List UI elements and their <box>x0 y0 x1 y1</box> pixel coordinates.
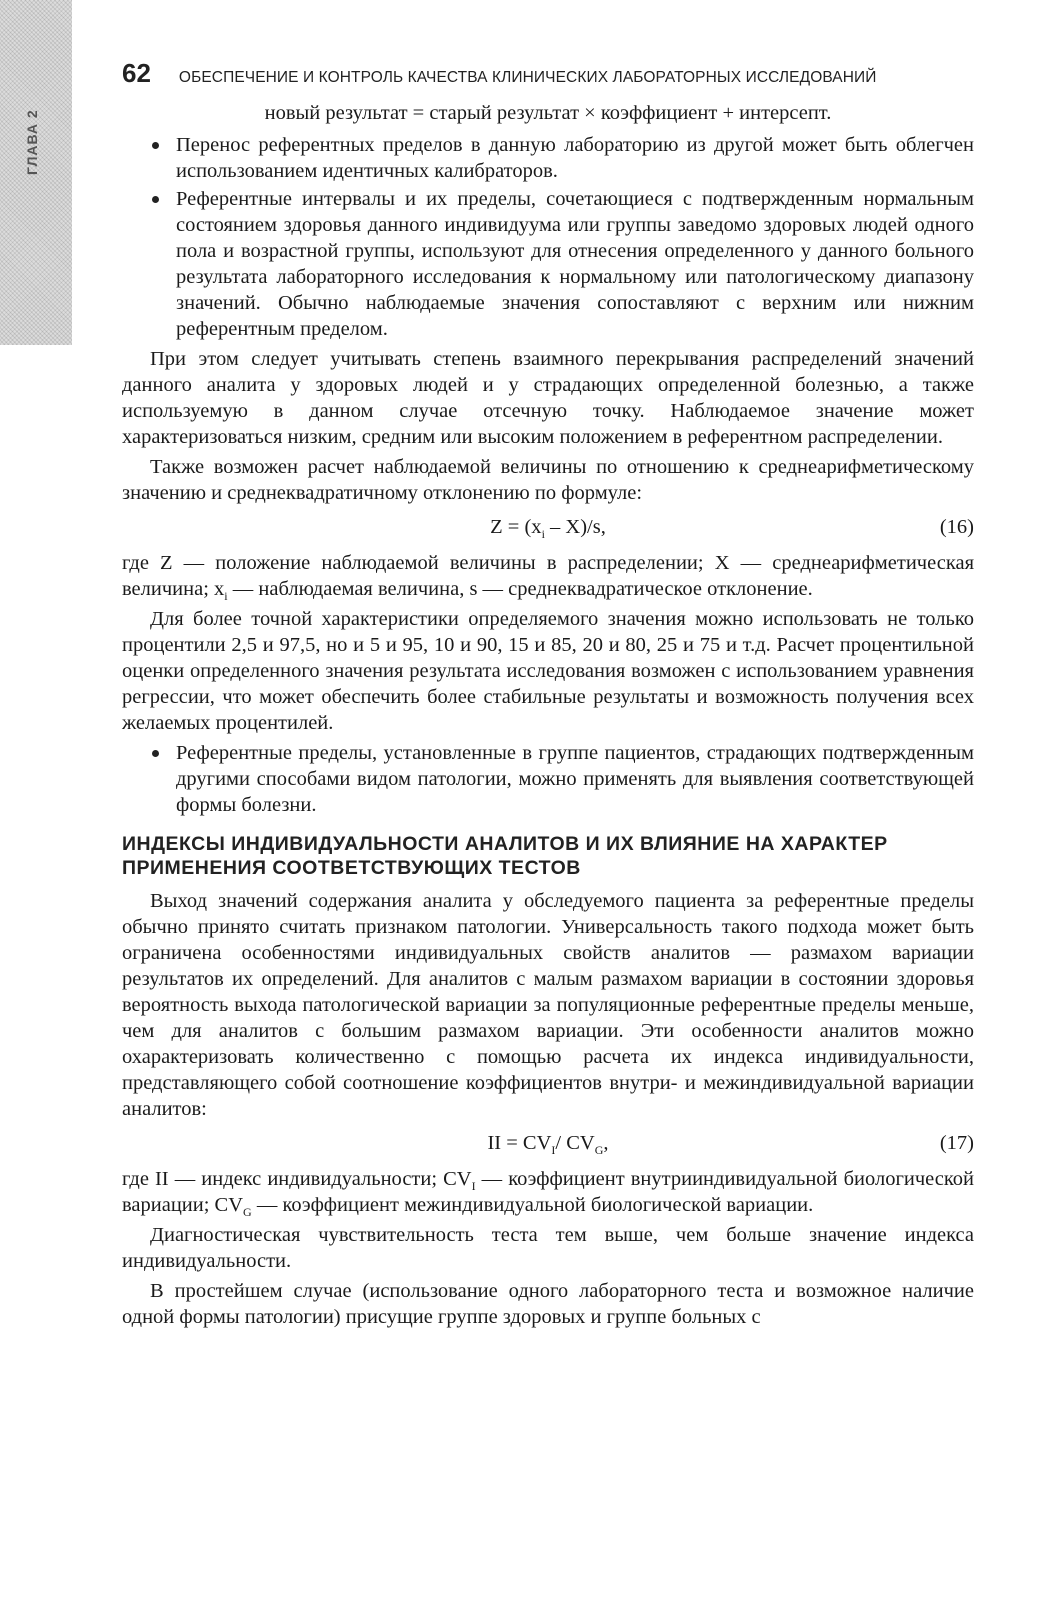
formula-16 <box>122 510 974 544</box>
formula-17 <box>122 1126 974 1160</box>
formula-expression: $Z = (x_i - X)/s$, <box>490 516 606 542</box>
formula-line: новый результат = старый результат × коэффициент + интерсепт. <box>264 102 832 124</box>
running-header <box>122 58 977 89</box>
paragraph: Также возможен расчет наблюдаемой величины по отношению к среднеарифметическому значению и среднеквадратичному отклонению по формуле: <box>122 456 974 504</box>
formula-legend: где II — индекс индивидуальности; $CV_I$ — коэффициент внутрииндивидуальной биологической вариации; $CV_G$ — коэффициент межиндивидуальной биологической вариации. <box>122 1168 974 1220</box>
list-item: Референтные интервалы и их пределы, сочетающиеся с подтвержденным нормальным состоянием здоровья данного индивидуума или группы заведомо здоровых людей одного пола и возрастной группы, используют для отнесения определенного у данного больного результата лабораторного исследования к нормальному или патологическому диапазону значений. Обычно наблюдаемые значения сопоставляют с верхним или нижним референтным пределом. <box>122 186 974 342</box>
chapter-tab-label: ГЛАВА 2 <box>24 109 40 175</box>
section-heading: ИНДЕКСЫ ИНДИВИДУАЛЬНОСТИ АНАЛИТОВ И ИХ ВЛИЯНИЕ НА ХАРАКТЕР ПРИМЕНЕНИЯ СООТВЕТСТВУЮЩИХ ТЕСТОВ <box>122 833 888 879</box>
paragraph: Для более точной характеристики определяемого значения можно использовать не только процентили 2,5 и 97,5, но и 5 и 95, 10 и 90, 15 и 85, 20 и 80, 25 и 75 и т.д. Расчет процентильной оценки определенного значения результата исследования возможен с использованием уравнения регрессии, что может обеспечить более стабильные результаты и возможность получения всех желаемых процентилей. <box>122 608 974 734</box>
formula-number: (16) <box>939 516 974 538</box>
bullet-list-1 <box>122 132 974 342</box>
formula-expression: II = $CV_I/$ $CV_G$, <box>487 1132 609 1158</box>
page-number: 62 <box>122 58 151 88</box>
paragraph: При этом следует учитывать степень взаимного перекрывания распределений значений данного аналита у здоровых людей и у страдающих определенной болезнью, а также используемую в данном случае отсечную точку. Наблюдаемое значение может характеризоваться низким, средним или высоким положением в референтном распределении. <box>122 348 974 448</box>
chapter-side-band <box>0 0 72 345</box>
formula-number: (17) <box>939 1132 974 1154</box>
paragraph: Диагностическая чувствительность теста тем выше, чем больше значение индекса индивидуальности. <box>122 1224 974 1272</box>
list-item: Референтные пределы, установленные в группе пациентов, страдающих подтвержденным другими способами видом патологии, можно применять для выявления соответствующей формы болезни. <box>122 740 974 818</box>
page-body <box>122 100 974 1334</box>
bullet-list-2 <box>122 740 974 818</box>
paragraph: Выход значений содержания аналита у обследуемого пациента за референтные пределы обычно принято считать признаком патологии. Универсальность такого подхода может быть ограничена особенностями индивидуальных свойств аналитов — размахом вариации результатов их определений. Для аналитов с малым размахом вариации в состоянии здоровья вероятность выхода патологической вариации за популяционные референтные пределы меньше, чем для аналитов с большим размахом вариации. Эти особенности аналитов можно охарактеризовать количественно с помощью расчета их индекса индивидуальности, представляющего собой соотношение коэффициентов внутри- и межиндивидуальной вариации аналитов: <box>122 890 974 1120</box>
paragraph: В простейшем случае (использование одного лабораторного теста и возможное наличие одной формы патологии) присущие группе здоровых и группе больных с <box>122 1280 974 1328</box>
formula-legend: где Z — положение наблюдаемой величины в распределении; X — среднеарифметическая величина; $x_i$ — наблюдаемая величина, s — среднеквадратическое отклонение. <box>122 552 974 604</box>
running-header-title: ОБЕСПЕЧЕНИЕ И КОНТРОЛЬ КАЧЕСТВА КЛИНИЧЕСКИХ ЛАБОРАТОРНЫХ ИССЛЕДОВАНИЙ <box>178 69 877 86</box>
list-item: Перенос референтных пределов в данную лабораторию из другой может быть облегчен использованием идентичных калибраторов. <box>122 132 974 184</box>
